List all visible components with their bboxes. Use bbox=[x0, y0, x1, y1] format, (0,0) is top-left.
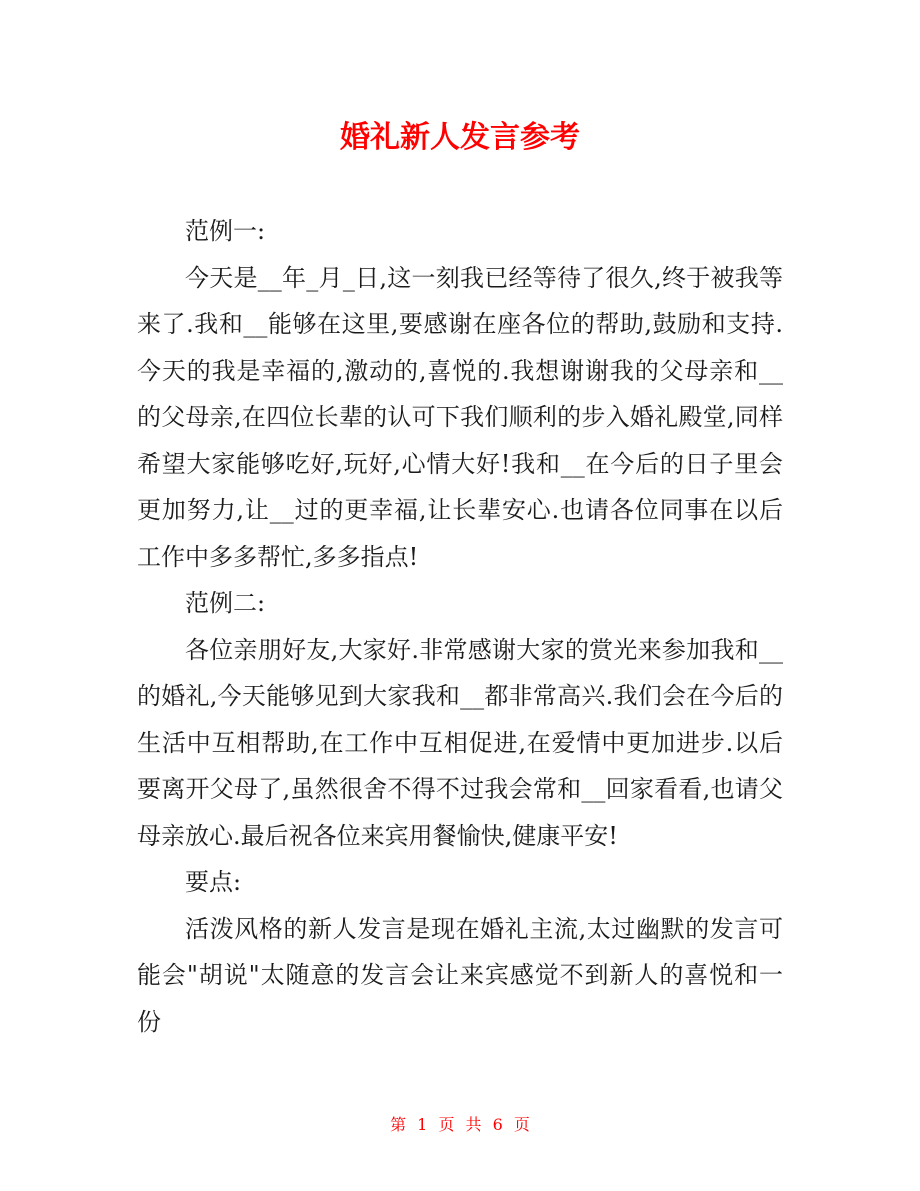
document-body bbox=[137, 208, 783, 1045]
section-label-example-1: 范例一: bbox=[185, 217, 266, 245]
section-label-example-2: 范例二: bbox=[185, 589, 266, 617]
paragraph-example-2: 各位亲朋好友,大家好.非常感谢大家的赏光来参加我和__的婚礼,今天能够见到大家我和__都非常高兴.我们会在今后的生活中互相帮助,在工作中互相促进,在爱情中更加进步.以后要离开父母了,虽然很舍不得不过我会常和__回家看看,也请父母亲放心.最后祝各位来宾用餐愉快,健康平安! bbox=[137, 635, 783, 850]
paragraph-example-1: 今天是__年_月_日,这一刻我已经等待了很久,终于被我等来了.我和__能够在这里,要感谢在座各位的帮助,鼓励和支持.今天的我是幸福的,激动的,喜悦的.我想谢谢我的父母亲和__的父母亲,在四位长辈的认可下我们顺利的步入婚礼殿堂,同样希望大家能够吃好,玩好,心情大好!我和__在今后的日子里会更加努力,让__过的更幸福,让长辈安心.也请各位同事在以后工作中多多帮忙,多多指点! bbox=[137, 263, 783, 571]
section-label-key-points: 要点: bbox=[185, 868, 242, 896]
paragraph-key-points: 活泼风格的新人发言是现在婚礼主流,太过幽默的发言可能会"胡说"太随意的发言会让来宾感觉不到新人的喜悦和一份 bbox=[137, 914, 783, 1036]
page-footer: 第 1 页 共 6 页 bbox=[390, 1115, 530, 1134]
document-title: 婚礼新人发言参考 bbox=[340, 120, 580, 155]
